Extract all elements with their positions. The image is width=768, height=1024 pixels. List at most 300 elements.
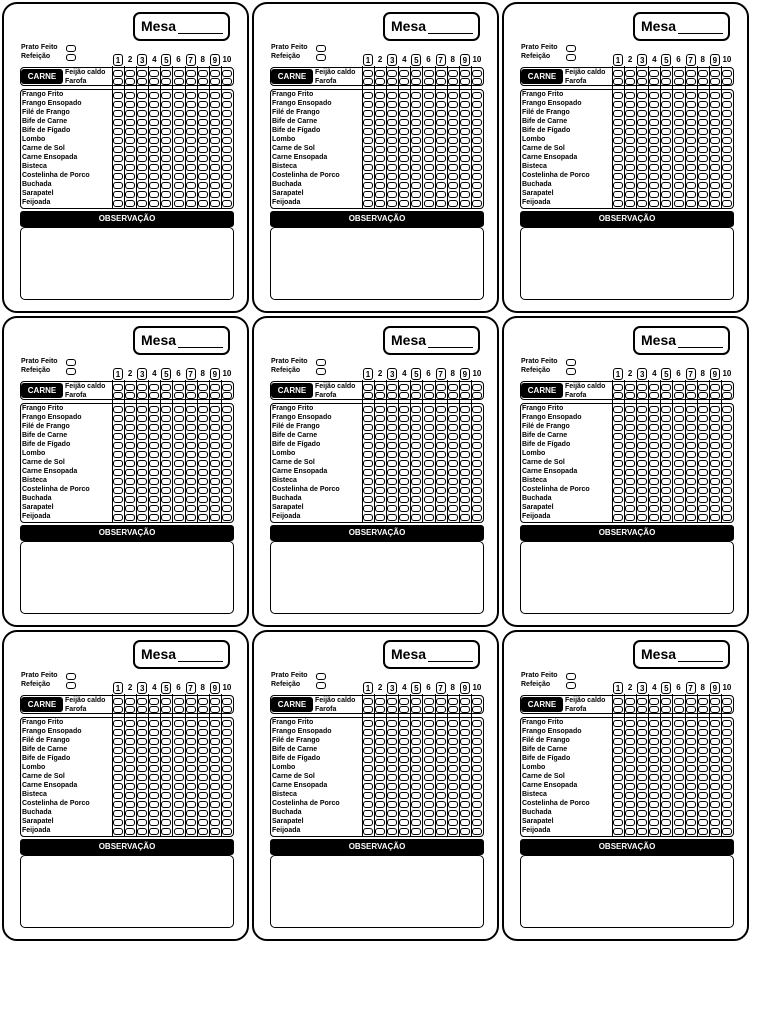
menu-item-checkbox[interactable]	[436, 406, 446, 413]
menu-item-checkbox[interactable]	[113, 505, 123, 512]
menu-item-checkbox[interactable]	[613, 756, 623, 763]
menu-item-checkbox[interactable]	[710, 828, 720, 835]
menu-item-checkbox[interactable]	[125, 92, 135, 99]
menu-item-checkbox[interactable]	[375, 505, 385, 512]
menu-item-checkbox[interactable]	[625, 415, 635, 422]
menu-item-checkbox[interactable]	[710, 433, 720, 440]
menu-item-checkbox[interactable]	[149, 783, 159, 790]
side-item-checkbox[interactable]	[399, 706, 409, 713]
menu-item-checkbox[interactable]	[649, 200, 659, 207]
menu-item-checkbox[interactable]	[661, 451, 671, 458]
menu-item-checkbox[interactable]	[625, 819, 635, 826]
menu-item-checkbox[interactable]	[174, 469, 184, 476]
menu-item-checkbox[interactable]	[137, 442, 147, 449]
side-item-checkbox[interactable]	[637, 70, 647, 77]
menu-item-checkbox[interactable]	[210, 424, 220, 431]
menu-item-checkbox[interactable]	[686, 128, 696, 135]
menu-item-checkbox[interactable]	[125, 146, 135, 153]
menu-item-checkbox[interactable]	[161, 101, 171, 108]
menu-item-checkbox[interactable]	[613, 155, 623, 162]
menu-item-checkbox[interactable]	[411, 496, 421, 503]
option-checkbox[interactable]	[566, 682, 576, 689]
menu-item-checkbox[interactable]	[363, 200, 373, 207]
menu-item-checkbox[interactable]	[174, 496, 184, 503]
menu-item-checkbox[interactable]	[137, 424, 147, 431]
menu-item-checkbox[interactable]	[686, 810, 696, 817]
menu-item-checkbox[interactable]	[210, 191, 220, 198]
menu-item-checkbox[interactable]	[448, 756, 458, 763]
menu-item-checkbox[interactable]	[186, 137, 196, 144]
menu-item-checkbox[interactable]	[210, 478, 220, 485]
menu-item-checkbox[interactable]	[210, 173, 220, 180]
menu-item-checkbox[interactable]	[137, 738, 147, 745]
menu-item-checkbox[interactable]	[686, 792, 696, 799]
menu-item-checkbox[interactable]	[149, 774, 159, 781]
menu-item-checkbox[interactable]	[710, 774, 720, 781]
side-item-checkbox[interactable]	[137, 70, 147, 77]
menu-item-checkbox[interactable]	[222, 819, 232, 826]
menu-item-checkbox[interactable]	[387, 478, 397, 485]
menu-item-checkbox[interactable]	[387, 406, 397, 413]
menu-item-checkbox[interactable]	[637, 155, 647, 162]
menu-item-checkbox[interactable]	[363, 514, 373, 521]
menu-item-checkbox[interactable]	[710, 765, 720, 772]
menu-item-checkbox[interactable]	[637, 173, 647, 180]
menu-item-checkbox[interactable]	[710, 720, 720, 727]
side-item-checkbox[interactable]	[125, 384, 135, 391]
menu-item-checkbox[interactable]	[686, 182, 696, 189]
menu-item-checkbox[interactable]	[411, 164, 421, 171]
menu-item-checkbox[interactable]	[686, 415, 696, 422]
menu-item-checkbox[interactable]	[637, 810, 647, 817]
menu-item-checkbox[interactable]	[686, 110, 696, 117]
menu-item-checkbox[interactable]	[113, 173, 123, 180]
menu-item-checkbox[interactable]	[613, 146, 623, 153]
menu-item-checkbox[interactable]	[722, 810, 732, 817]
menu-item-checkbox[interactable]	[137, 110, 147, 117]
menu-item-checkbox[interactable]	[448, 191, 458, 198]
menu-item-checkbox[interactable]	[472, 101, 482, 108]
side-item-checkbox[interactable]	[174, 392, 184, 399]
option-checkbox[interactable]	[566, 359, 576, 366]
menu-item-checkbox[interactable]	[198, 137, 208, 144]
side-item-checkbox[interactable]	[448, 78, 458, 85]
menu-item-checkbox[interactable]	[460, 478, 470, 485]
menu-item-checkbox[interactable]	[460, 415, 470, 422]
menu-item-checkbox[interactable]	[686, 92, 696, 99]
observacao-notes-area[interactable]	[270, 227, 484, 300]
menu-item-checkbox[interactable]	[125, 173, 135, 180]
menu-item-checkbox[interactable]	[460, 720, 470, 727]
menu-item-checkbox[interactable]	[222, 155, 232, 162]
menu-item-checkbox[interactable]	[722, 469, 732, 476]
menu-item-checkbox[interactable]	[411, 110, 421, 117]
menu-item-checkbox[interactable]	[399, 182, 409, 189]
menu-item-checkbox[interactable]	[125, 828, 135, 835]
menu-item-checkbox[interactable]	[399, 424, 409, 431]
menu-item-checkbox[interactable]	[363, 747, 373, 754]
menu-item-checkbox[interactable]	[186, 496, 196, 503]
menu-item-checkbox[interactable]	[424, 756, 434, 763]
menu-item-checkbox[interactable]	[436, 810, 446, 817]
menu-item-checkbox[interactable]	[399, 505, 409, 512]
side-item-checkbox[interactable]	[637, 698, 647, 705]
menu-item-checkbox[interactable]	[161, 451, 171, 458]
menu-item-checkbox[interactable]	[399, 469, 409, 476]
menu-item-checkbox[interactable]	[649, 496, 659, 503]
menu-item-checkbox[interactable]	[113, 514, 123, 521]
menu-item-checkbox[interactable]	[448, 442, 458, 449]
menu-item-checkbox[interactable]	[637, 406, 647, 413]
menu-item-checkbox[interactable]	[722, 137, 732, 144]
menu-item-checkbox[interactable]	[460, 783, 470, 790]
menu-item-checkbox[interactable]	[375, 747, 385, 754]
menu-item-checkbox[interactable]	[649, 765, 659, 772]
menu-item-checkbox[interactable]	[460, 146, 470, 153]
menu-item-checkbox[interactable]	[674, 747, 684, 754]
menu-item-checkbox[interactable]	[399, 487, 409, 494]
menu-item-checkbox[interactable]	[186, 828, 196, 835]
menu-item-checkbox[interactable]	[424, 433, 434, 440]
side-item-checkbox[interactable]	[448, 706, 458, 713]
menu-item-checkbox[interactable]	[222, 119, 232, 126]
side-item-checkbox[interactable]	[375, 698, 385, 705]
side-item-checkbox[interactable]	[222, 706, 232, 713]
side-item-checkbox[interactable]	[399, 70, 409, 77]
side-item-checkbox[interactable]	[460, 706, 470, 713]
menu-item-checkbox[interactable]	[210, 460, 220, 467]
menu-item-checkbox[interactable]	[674, 451, 684, 458]
menu-item-checkbox[interactable]	[686, 146, 696, 153]
menu-item-checkbox[interactable]	[411, 406, 421, 413]
menu-item-checkbox[interactable]	[222, 810, 232, 817]
menu-item-checkbox[interactable]	[424, 128, 434, 135]
menu-item-checkbox[interactable]	[661, 738, 671, 745]
menu-item-checkbox[interactable]	[460, 496, 470, 503]
menu-item-checkbox[interactable]	[436, 783, 446, 790]
menu-item-checkbox[interactable]	[625, 783, 635, 790]
menu-item-checkbox[interactable]	[625, 173, 635, 180]
menu-item-checkbox[interactable]	[222, 137, 232, 144]
menu-item-checkbox[interactable]	[387, 469, 397, 476]
menu-item-checkbox[interactable]	[625, 765, 635, 772]
menu-item-checkbox[interactable]	[198, 442, 208, 449]
menu-item-checkbox[interactable]	[613, 451, 623, 458]
menu-item-checkbox[interactable]	[137, 487, 147, 494]
menu-item-checkbox[interactable]	[686, 164, 696, 171]
menu-item-checkbox[interactable]	[174, 424, 184, 431]
option-checkbox[interactable]	[316, 359, 326, 366]
menu-item-checkbox[interactable]	[686, 765, 696, 772]
menu-item-checkbox[interactable]	[674, 514, 684, 521]
menu-item-checkbox[interactable]	[637, 191, 647, 198]
side-item-checkbox[interactable]	[161, 706, 171, 713]
option-checkbox[interactable]	[66, 359, 76, 366]
menu-item-checkbox[interactable]	[161, 819, 171, 826]
menu-item-checkbox[interactable]	[472, 406, 482, 413]
menu-item-checkbox[interactable]	[222, 451, 232, 458]
menu-item-checkbox[interactable]	[174, 451, 184, 458]
side-item-checkbox[interactable]	[149, 706, 159, 713]
menu-item-checkbox[interactable]	[661, 487, 671, 494]
option-checkbox[interactable]	[316, 673, 326, 680]
option-checkbox[interactable]	[66, 54, 76, 61]
menu-item-checkbox[interactable]	[149, 415, 159, 422]
option-checkbox[interactable]	[566, 673, 576, 680]
menu-item-checkbox[interactable]	[424, 415, 434, 422]
side-item-checkbox[interactable]	[472, 384, 482, 391]
menu-item-checkbox[interactable]	[198, 810, 208, 817]
menu-item-checkbox[interactable]	[424, 182, 434, 189]
option-checkbox[interactable]	[66, 45, 76, 52]
menu-item-checkbox[interactable]	[149, 720, 159, 727]
menu-item-checkbox[interactable]	[399, 819, 409, 826]
menu-item-checkbox[interactable]	[137, 792, 147, 799]
menu-item-checkbox[interactable]	[399, 433, 409, 440]
menu-item-checkbox[interactable]	[674, 505, 684, 512]
menu-item-checkbox[interactable]	[472, 765, 482, 772]
mesa-field[interactable]	[133, 326, 230, 355]
side-item-checkbox[interactable]	[149, 698, 159, 705]
menu-item-checkbox[interactable]	[137, 173, 147, 180]
menu-item-checkbox[interactable]	[375, 756, 385, 763]
mesa-field[interactable]	[383, 326, 480, 355]
menu-item-checkbox[interactable]	[686, 137, 696, 144]
menu-item-checkbox[interactable]	[174, 164, 184, 171]
menu-item-checkbox[interactable]	[722, 747, 732, 754]
menu-item-checkbox[interactable]	[222, 433, 232, 440]
menu-item-checkbox[interactable]	[674, 469, 684, 476]
menu-item-checkbox[interactable]	[222, 164, 232, 171]
side-item-checkbox[interactable]	[161, 70, 171, 77]
side-item-checkbox[interactable]	[161, 698, 171, 705]
menu-item-checkbox[interactable]	[174, 810, 184, 817]
menu-item-checkbox[interactable]	[399, 101, 409, 108]
menu-item-checkbox[interactable]	[210, 747, 220, 754]
menu-item-checkbox[interactable]	[198, 729, 208, 736]
menu-item-checkbox[interactable]	[411, 765, 421, 772]
menu-item-checkbox[interactable]	[125, 469, 135, 476]
menu-item-checkbox[interactable]	[649, 774, 659, 781]
menu-item-checkbox[interactable]	[222, 792, 232, 799]
menu-item-checkbox[interactable]	[460, 460, 470, 467]
menu-item-checkbox[interactable]	[375, 137, 385, 144]
side-item-checkbox[interactable]	[210, 384, 220, 391]
menu-item-checkbox[interactable]	[149, 155, 159, 162]
menu-item-checkbox[interactable]	[198, 451, 208, 458]
menu-item-checkbox[interactable]	[137, 774, 147, 781]
menu-item-checkbox[interactable]	[161, 774, 171, 781]
menu-item-checkbox[interactable]	[113, 200, 123, 207]
menu-item-checkbox[interactable]	[411, 487, 421, 494]
menu-item-checkbox[interactable]	[161, 182, 171, 189]
menu-item-checkbox[interactable]	[149, 819, 159, 826]
menu-item-checkbox[interactable]	[125, 738, 135, 745]
side-item-checkbox[interactable]	[113, 706, 123, 713]
menu-item-checkbox[interactable]	[472, 774, 482, 781]
menu-item-checkbox[interactable]	[472, 92, 482, 99]
menu-item-checkbox[interactable]	[198, 146, 208, 153]
menu-item-checkbox[interactable]	[448, 200, 458, 207]
menu-item-checkbox[interactable]	[698, 406, 708, 413]
menu-item-checkbox[interactable]	[198, 415, 208, 422]
menu-item-checkbox[interactable]	[613, 101, 623, 108]
menu-item-checkbox[interactable]	[113, 756, 123, 763]
side-item-checkbox[interactable]	[125, 392, 135, 399]
side-item-checkbox[interactable]	[722, 78, 732, 85]
menu-item-checkbox[interactable]	[137, 496, 147, 503]
mesa-field[interactable]	[633, 326, 730, 355]
menu-item-checkbox[interactable]	[186, 173, 196, 180]
menu-item-checkbox[interactable]	[411, 146, 421, 153]
menu-item-checkbox[interactable]	[186, 505, 196, 512]
menu-item-checkbox[interactable]	[411, 200, 421, 207]
menu-item-checkbox[interactable]	[161, 747, 171, 754]
menu-item-checkbox[interactable]	[149, 406, 159, 413]
menu-item-checkbox[interactable]	[661, 810, 671, 817]
menu-item-checkbox[interactable]	[375, 433, 385, 440]
menu-item-checkbox[interactable]	[448, 810, 458, 817]
menu-item-checkbox[interactable]	[149, 433, 159, 440]
menu-item-checkbox[interactable]	[649, 442, 659, 449]
menu-item-checkbox[interactable]	[698, 783, 708, 790]
side-item-checkbox[interactable]	[137, 384, 147, 391]
side-item-checkbox[interactable]	[222, 70, 232, 77]
menu-item-checkbox[interactable]	[661, 128, 671, 135]
menu-item-checkbox[interactable]	[411, 451, 421, 458]
menu-item-checkbox[interactable]	[698, 478, 708, 485]
menu-item-checkbox[interactable]	[161, 155, 171, 162]
menu-item-checkbox[interactable]	[661, 774, 671, 781]
menu-item-checkbox[interactable]	[649, 164, 659, 171]
menu-item-checkbox[interactable]	[448, 819, 458, 826]
menu-item-checkbox[interactable]	[411, 756, 421, 763]
side-item-checkbox[interactable]	[649, 698, 659, 705]
side-item-checkbox[interactable]	[649, 392, 659, 399]
menu-item-checkbox[interactable]	[448, 828, 458, 835]
menu-item-checkbox[interactable]	[198, 792, 208, 799]
menu-item-checkbox[interactable]	[363, 801, 373, 808]
menu-item-checkbox[interactable]	[186, 756, 196, 763]
menu-item-checkbox[interactable]	[686, 200, 696, 207]
menu-item-checkbox[interactable]	[424, 191, 434, 198]
menu-item-checkbox[interactable]	[625, 792, 635, 799]
menu-item-checkbox[interactable]	[613, 738, 623, 745]
menu-item-checkbox[interactable]	[411, 729, 421, 736]
menu-item-checkbox[interactable]	[399, 128, 409, 135]
menu-item-checkbox[interactable]	[375, 810, 385, 817]
side-item-checkbox[interactable]	[613, 70, 623, 77]
menu-item-checkbox[interactable]	[686, 756, 696, 763]
menu-item-checkbox[interactable]	[674, 191, 684, 198]
menu-item-checkbox[interactable]	[375, 792, 385, 799]
menu-item-checkbox[interactable]	[686, 505, 696, 512]
menu-item-checkbox[interactable]	[387, 496, 397, 503]
menu-item-checkbox[interactable]	[222, 182, 232, 189]
menu-item-checkbox[interactable]	[375, 110, 385, 117]
menu-item-checkbox[interactable]	[222, 173, 232, 180]
menu-item-checkbox[interactable]	[625, 478, 635, 485]
menu-item-checkbox[interactable]	[174, 819, 184, 826]
menu-item-checkbox[interactable]	[722, 478, 732, 485]
menu-item-checkbox[interactable]	[149, 191, 159, 198]
menu-item-checkbox[interactable]	[460, 747, 470, 754]
menu-item-checkbox[interactable]	[613, 487, 623, 494]
side-item-checkbox[interactable]	[399, 78, 409, 85]
menu-item-checkbox[interactable]	[174, 505, 184, 512]
menu-item-checkbox[interactable]	[424, 828, 434, 835]
menu-item-checkbox[interactable]	[649, 424, 659, 431]
menu-item-checkbox[interactable]	[698, 155, 708, 162]
menu-item-checkbox[interactable]	[710, 155, 720, 162]
menu-item-checkbox[interactable]	[186, 442, 196, 449]
menu-item-checkbox[interactable]	[375, 514, 385, 521]
menu-item-checkbox[interactable]	[424, 119, 434, 126]
menu-item-checkbox[interactable]	[222, 774, 232, 781]
menu-item-checkbox[interactable]	[387, 164, 397, 171]
side-item-checkbox[interactable]	[125, 78, 135, 85]
menu-item-checkbox[interactable]	[149, 442, 159, 449]
menu-item-checkbox[interactable]	[625, 729, 635, 736]
menu-item-checkbox[interactable]	[222, 110, 232, 117]
menu-item-checkbox[interactable]	[460, 505, 470, 512]
menu-item-checkbox[interactable]	[674, 774, 684, 781]
menu-item-checkbox[interactable]	[460, 101, 470, 108]
menu-item-checkbox[interactable]	[125, 442, 135, 449]
menu-item-checkbox[interactable]	[210, 433, 220, 440]
menu-item-checkbox[interactable]	[472, 451, 482, 458]
menu-item-checkbox[interactable]	[210, 101, 220, 108]
menu-item-checkbox[interactable]	[411, 720, 421, 727]
menu-item-checkbox[interactable]	[448, 747, 458, 754]
side-item-checkbox[interactable]	[448, 384, 458, 391]
menu-item-checkbox[interactable]	[424, 819, 434, 826]
menu-item-checkbox[interactable]	[686, 451, 696, 458]
side-item-checkbox[interactable]	[174, 698, 184, 705]
option-checkbox[interactable]	[566, 368, 576, 375]
menu-item-checkbox[interactable]	[210, 415, 220, 422]
menu-item-checkbox[interactable]	[686, 487, 696, 494]
menu-item-checkbox[interactable]	[161, 729, 171, 736]
menu-item-checkbox[interactable]	[698, 810, 708, 817]
menu-item-checkbox[interactable]	[674, 828, 684, 835]
menu-item-checkbox[interactable]	[424, 173, 434, 180]
menu-item-checkbox[interactable]	[649, 101, 659, 108]
menu-item-checkbox[interactable]	[448, 119, 458, 126]
menu-item-checkbox[interactable]	[387, 792, 397, 799]
side-item-checkbox[interactable]	[387, 698, 397, 705]
side-item-checkbox[interactable]	[710, 78, 720, 85]
menu-item-checkbox[interactable]	[613, 137, 623, 144]
menu-item-checkbox[interactable]	[460, 191, 470, 198]
menu-item-checkbox[interactable]	[411, 505, 421, 512]
menu-item-checkbox[interactable]	[161, 406, 171, 413]
menu-item-checkbox[interactable]	[198, 783, 208, 790]
menu-item-checkbox[interactable]	[210, 137, 220, 144]
menu-item-checkbox[interactable]	[149, 146, 159, 153]
menu-item-checkbox[interactable]	[448, 164, 458, 171]
side-item-checkbox[interactable]	[210, 392, 220, 399]
side-item-checkbox[interactable]	[625, 70, 635, 77]
menu-item-checkbox[interactable]	[637, 747, 647, 754]
side-item-checkbox[interactable]	[363, 392, 373, 399]
menu-item-checkbox[interactable]	[222, 442, 232, 449]
side-item-checkbox[interactable]	[161, 78, 171, 85]
menu-item-checkbox[interactable]	[460, 801, 470, 808]
menu-item-checkbox[interactable]	[460, 765, 470, 772]
menu-item-checkbox[interactable]	[472, 738, 482, 745]
menu-item-checkbox[interactable]	[125, 810, 135, 817]
